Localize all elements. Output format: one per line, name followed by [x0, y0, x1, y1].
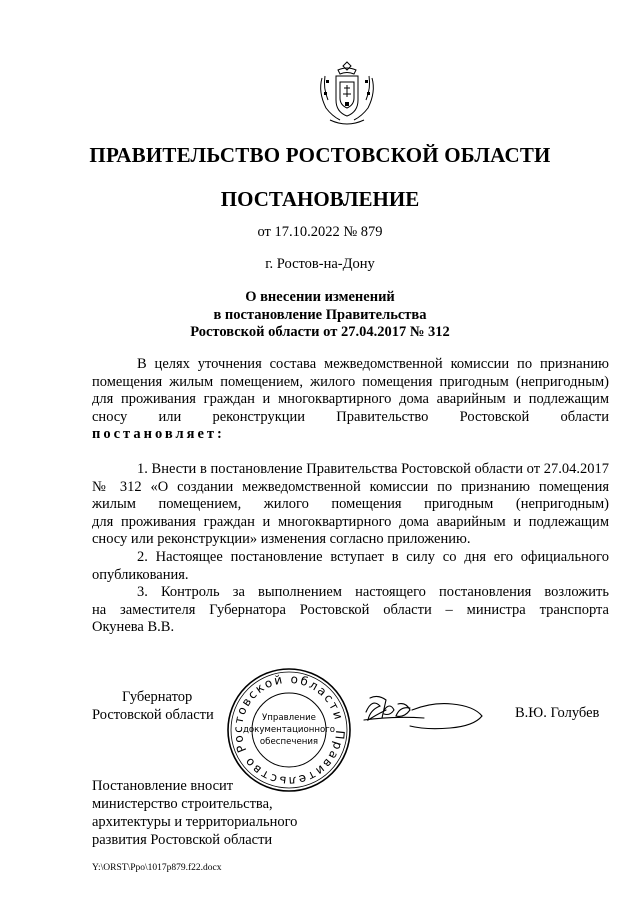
preamble-line: В целях уточнения состава межведомственной комиссии по признанию [137, 356, 609, 372]
subject-line: О внесении изменений [245, 289, 395, 305]
clause-line: 2. Настоящее постановление вступает в силу со дня его официального [137, 548, 609, 565]
city: г. Ростов-на-Дону [265, 256, 375, 272]
clause-line: для проживания граждан и многоквартирного дома аварийным и подлежащим [92, 513, 609, 530]
clause-line: опубликования. [92, 566, 189, 583]
coat-of-arms-icon [316, 58, 378, 128]
introduced-by-line: развития Ростовской области [92, 832, 273, 848]
preamble-paragraph [92, 356, 609, 444]
subject-line: в постановление Правительства [213, 306, 427, 323]
subject-line: Ростовской области от 27.04.2017 № 312 [190, 324, 450, 340]
stamp-center-line: документационного [242, 725, 336, 735]
signatory-title-line: Ростовской области [92, 707, 214, 723]
signatory-name: В.Ю. Голубев [515, 705, 600, 721]
clause-line: Окунева В.В. [92, 619, 175, 636]
introduced-by-line: Постановление вносит [92, 778, 234, 794]
introduced-by-block [92, 777, 297, 849]
organization-title: ПРАВИТЕЛЬСТВО РОСТОВСКОЙ ОБЛАСТИ [89, 143, 551, 167]
official-stamp [225, 666, 353, 794]
signatory-title-line: Губернатор [122, 689, 193, 705]
clause-line: жилым помещением, жилого помещения пригодным (непригодным) [92, 496, 609, 513]
clause-line: сносу или реконструкции» изменения согласно приложению. [92, 531, 471, 548]
decree-word: постановляет: [92, 426, 225, 443]
introduced-by-line: архитектуры и территориального [92, 814, 298, 830]
stamp-ring-label: Правительство Ростовской области [230, 671, 348, 789]
preamble-line: для проживания граждан и многоквартирного дома аварийным и подлежащим [92, 391, 609, 408]
clause-line: на заместителя Губернатора Ростовской области – министра транспорта [92, 601, 609, 618]
handwritten-signature [360, 690, 490, 736]
clauses-block [92, 461, 609, 637]
stamp-center-line: Управление [262, 713, 316, 723]
signatory-title [92, 688, 232, 724]
file-path: Y:\ORST\Ppo\1017p879.f22.docx [92, 863, 222, 873]
stamp-center-line: обеспечения [259, 737, 319, 747]
preamble-line: сносу или реконструкции Правительство Ростовской области [92, 408, 609, 425]
document-type: ПОСТАНОВЛЕНИЕ [220, 187, 420, 211]
clause-line: 3. Контроль за выполнением настоящего постановления возложить [137, 584, 609, 601]
introduced-by-line: министерство строительства, [92, 796, 273, 812]
clause-line: № 312 «О создании межведомственной комиссии по признанию помещения [92, 478, 609, 495]
preamble-line: помещения жилым помещением, жилого помещения пригодным (непригодным) [92, 373, 609, 390]
document-subject [0, 289, 640, 342]
date-number: от 17.10.2022 № 879 [257, 224, 383, 240]
clause-line: 1. Внести в постановление Правительства Ростовской области от 27.04.2017 [137, 461, 609, 477]
